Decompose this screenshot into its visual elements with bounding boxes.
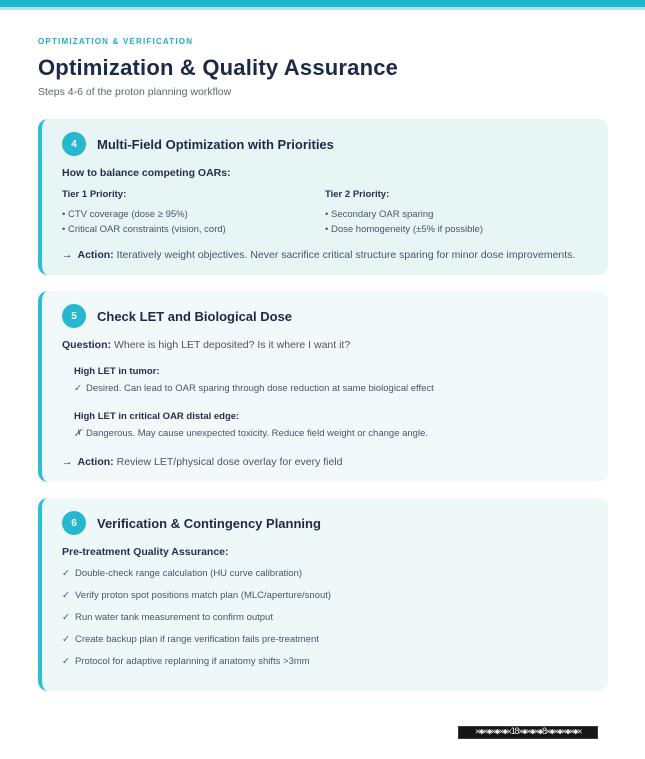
cross-icon: ✗ [74,428,82,440]
content-area [0,10,645,691]
check-icon: ✓ [62,568,70,580]
check-icon: ✓ [62,633,70,645]
checklist-item [62,634,588,647]
question-text: Where is high LET deposited? Is it where I want it? [114,339,351,352]
arrow-right-icon: → [62,249,73,262]
list-item: • CTV coverage (dose ≥ 95%) [62,207,325,222]
question-label: Question: [62,339,111,352]
step-number-badge: 5 [62,304,86,328]
tier-1-bullet-list [62,207,325,237]
subblock-text [74,428,588,439]
subblock-text-body: Dangerous. May cause unexpected toxicity. Reduce field weight or change angle. [85,428,428,440]
card-intro: How to balance competing OARs: [62,167,231,179]
checklist-item [62,590,588,603]
checklist-item [62,612,588,625]
step-number-badge: 6 [62,511,86,535]
tier-2-column [325,189,588,237]
card-header [62,511,588,535]
action-line [62,456,588,468]
checklist-item [62,656,588,669]
tier-2-heading: Tier 2 Priority: [325,189,390,200]
arrow-right-icon: → [62,456,73,469]
step-number-badge: 4 [62,132,86,156]
check-icon: ✓ [62,612,70,623]
card-header [62,132,588,156]
subblock-text [74,383,588,394]
subblock-heading: High LET in critical OAR distal edge: [74,411,240,423]
page-subtitle: Steps 4-6 of the proton planning workflow [38,86,232,98]
tier-1-column [62,189,325,237]
eyebrow-label: OPTIMIZATION & VERIFICATION [38,37,194,46]
subblock-high-let-tumor [74,366,588,394]
card-multi-field-optimization [38,119,608,275]
list-item: • Critical OAR constraints (vision, cord) [62,222,325,237]
card-intro: Pre-treatment Quality Assurance: [62,546,229,559]
card-verification-contingency [38,498,608,691]
checklist-text: Protocol for adaptive replanning if anatomy shifts >3mm [74,655,310,667]
check-icon: ✓ [62,590,70,602]
checklist-text: Create backup plan if range verification fails pre-treatment [74,633,319,645]
question-line [62,339,588,351]
subblock-high-let-oar-edge [74,411,588,439]
card-title: Check LET and Biological Dose [97,308,293,324]
action-line [62,249,588,261]
tier-1-heading: Tier 1 Priority: [62,189,127,200]
checklist-text: Double-check range calculation (HU curve calibration) [74,568,303,580]
page-header [38,37,608,98]
tier-2-bullet-list [325,207,588,237]
action-label: Action: [77,249,114,262]
card-check-let-biological-dose [38,291,608,482]
subblock-heading: High LET in tumor: [74,366,160,378]
action-text: Iteratively weight objectives. Never sacrifice critical structure sparing for minor dose improvements. [116,249,576,262]
list-item: • Secondary OAR sparing [325,207,588,222]
subblock-text-body: Desired. Can lead to OAR sparing through dose reduction at same biological effect [85,383,434,395]
check-icon: ✓ [74,383,82,395]
checklist-item [62,568,588,581]
checklist-text: Verify proton spot positions match plan (MLC/aperture/snout) [74,590,332,602]
barcode-strip: ✕◆✕◆✕◆✕◆✕18✕◆✕◆✕◆8✕◆✕◆✕◆✕◆✕ [458,726,598,739]
qa-checklist [62,568,588,668]
card-header [62,304,588,328]
priority-columns [62,189,588,237]
card-title: Multi-Field Optimization with Priorities [97,136,334,152]
card-title: Verification & Contingency Planning [97,515,321,531]
page-title: Optimization & Quality Assurance [38,55,399,80]
top-accent-bar [0,0,645,7]
check-icon: ✓ [62,655,70,667]
action-text: Review LET/physical dose overlay for every field [116,456,343,469]
list-item: • Dose homogeneity (±5% if possible) [325,222,588,237]
checklist-text: Run water tank measurement to confirm output [74,612,273,623]
action-label: Action: [77,456,114,469]
